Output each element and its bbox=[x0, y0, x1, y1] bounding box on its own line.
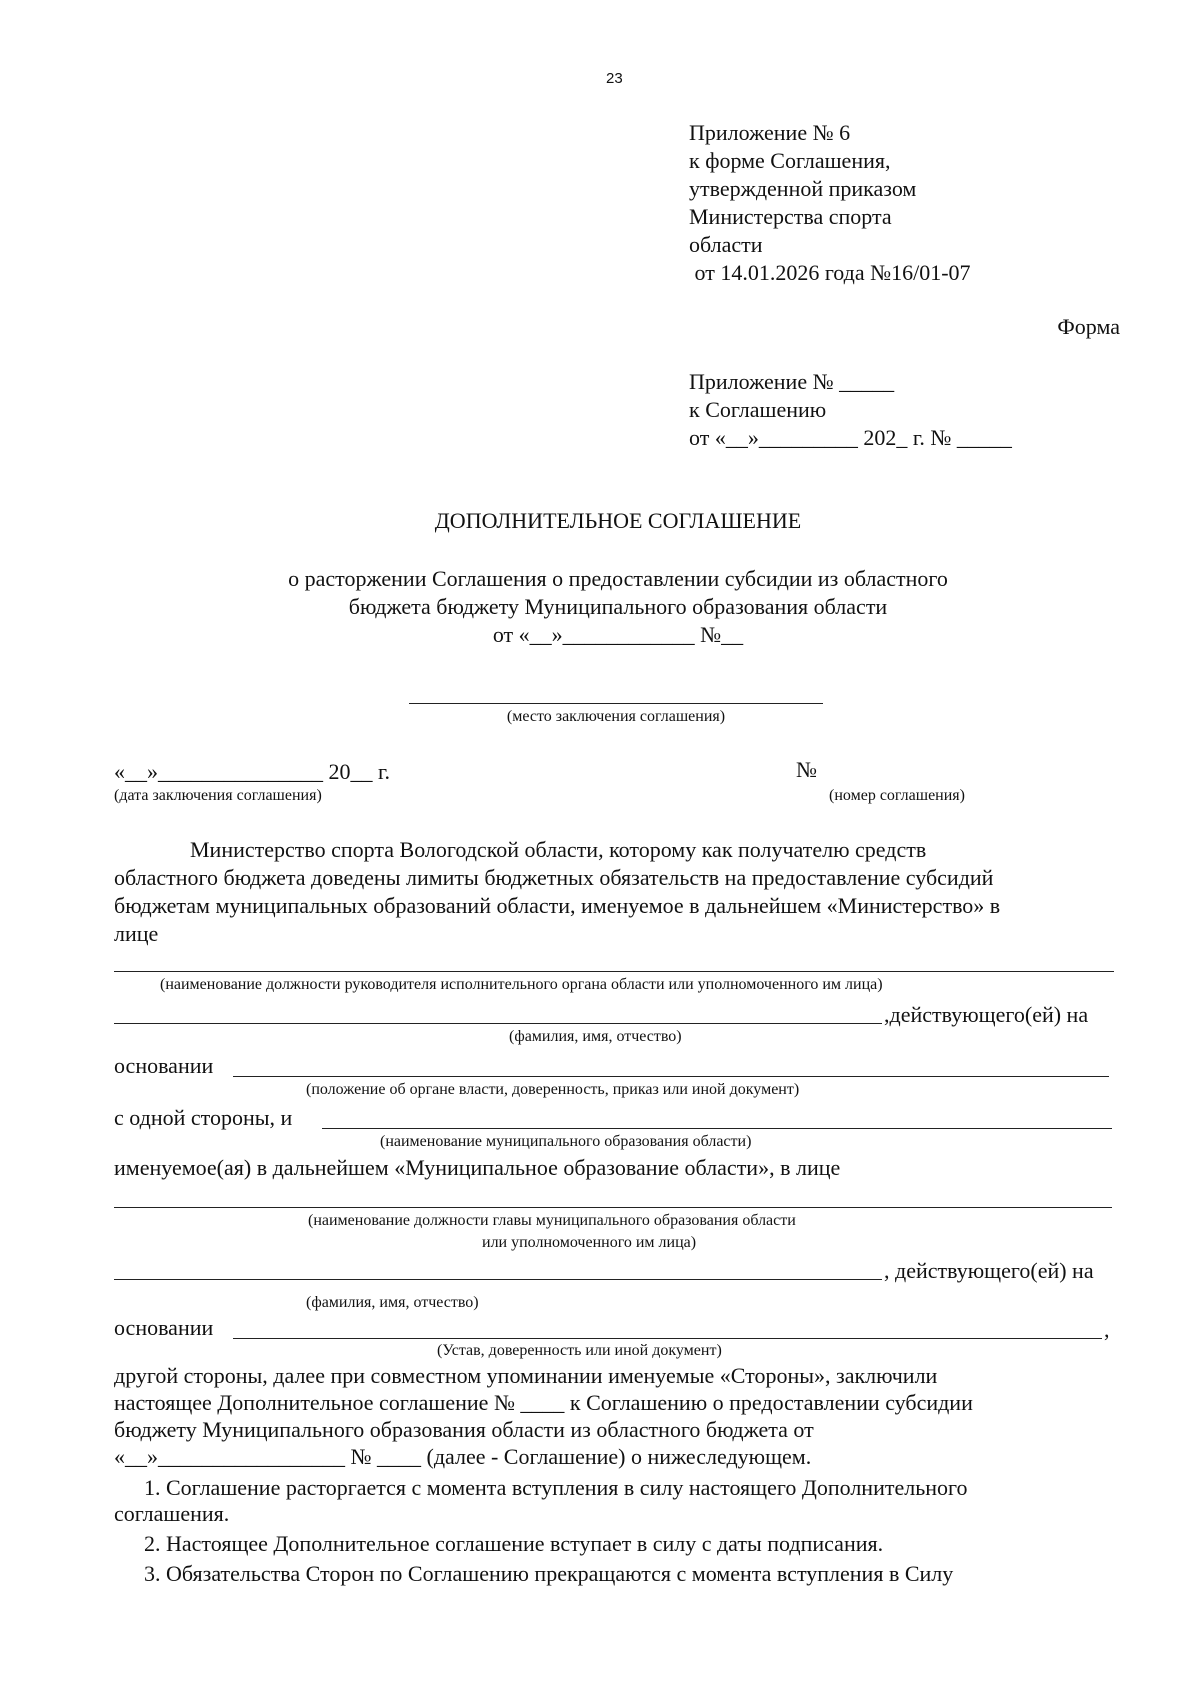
fio-caption: (фамилия, имя, отчество) bbox=[509, 1028, 682, 1045]
appendix-header bbox=[689, 119, 971, 287]
head-mo-caption-line: или уполномоченного им лица) bbox=[482, 1234, 697, 1251]
agreement-appendix bbox=[689, 368, 1012, 452]
basis-comma: , bbox=[1104, 1317, 1110, 1342]
list-item: 1. Соглашение расторгается с момента вступления в силу настоящего Дополнительного bbox=[144, 1475, 968, 1500]
appendix-header-line: утвержденной приказом bbox=[689, 176, 917, 201]
place-fill-line bbox=[409, 703, 823, 704]
subtitle-line: о расторжении Соглашения о предоставлении субсидии из областного bbox=[288, 566, 948, 591]
acting-text: ,действующего(ей) на bbox=[884, 1002, 1089, 1027]
list-item: соглашения. bbox=[114, 1501, 230, 1526]
body-line: настоящее Дополнительное соглашение № ____ к Соглашению о предоставлении субсидии bbox=[114, 1390, 973, 1415]
list-item: 2. Настоящее Дополнительное соглашение вступает в силу с даты подписания. bbox=[144, 1531, 884, 1556]
fio-fill-line bbox=[114, 1023, 882, 1024]
intro-line: лице bbox=[114, 921, 159, 946]
intro-line: Министерство спорта Вологодской области, которому как получателю средств bbox=[190, 837, 927, 862]
date-line: «__»_______________ 20__ г. bbox=[114, 759, 391, 784]
appendix-header-line: к форме Соглашения, bbox=[689, 148, 891, 173]
intro-line: бюджетам муниципальных образований области, именуемое в дальнейшем «Министерство» в bbox=[114, 893, 1001, 918]
document-title: ДОПОЛНИТЕЛЬНОЕ СОГЛАШЕНИЕ bbox=[434, 508, 802, 533]
municipality-caption: (наименование муниципального образования области) bbox=[380, 1133, 752, 1150]
agreement-appendix-line: Приложение № _____ bbox=[689, 369, 895, 394]
head-mo-caption-line: (наименование должности главы муниципального образования области bbox=[308, 1212, 796, 1229]
place-caption: (место заключения соглашения) bbox=[506, 708, 726, 725]
body-line: другой стороны, далее при совместном упоминании именуемые «Стороны», заключили bbox=[114, 1363, 938, 1388]
number-caption: (номер соглашения) bbox=[829, 787, 965, 804]
appendix-header-line: Приложение № 6 bbox=[689, 120, 851, 145]
date-caption: (дата заключения соглашения) bbox=[114, 787, 322, 804]
fio-fill-line-2 bbox=[114, 1279, 882, 1280]
document-subtitle bbox=[0, 565, 1200, 649]
list-item: 3. Обязательства Сторон по Соглашению прекращаются с момента вступления в Силу bbox=[144, 1561, 954, 1586]
basis-fill-line-2 bbox=[233, 1338, 1102, 1339]
agreement-appendix-line: от «__»_________ 202_ г. № _____ bbox=[689, 425, 1012, 450]
intro-line: областного бюджета доведены лимиты бюджетных обязательств на предоставление субсидий bbox=[114, 865, 994, 890]
page-number: 23 bbox=[606, 70, 623, 87]
number-sign: № bbox=[796, 757, 817, 782]
basis-caption: (положение об органе власти, доверенность, приказ или иной документ) bbox=[306, 1081, 800, 1098]
one-side-label: с одной стороны, и bbox=[114, 1105, 293, 1130]
fio-caption-2: (фамилия, имя, отчество) bbox=[306, 1294, 479, 1311]
basis-label: основании bbox=[114, 1053, 214, 1078]
basis-fill-line bbox=[233, 1076, 1109, 1077]
head-position-caption: (наименование должности руководителя исполнительного органа области или уполномоченного им лица) bbox=[160, 976, 883, 993]
appendix-header-line: от 14.01.2026 года №16/01-07 bbox=[689, 260, 971, 285]
body-line: бюджету Муниципального образования области из областного бюджета от bbox=[114, 1417, 814, 1442]
head-position-fill-line bbox=[114, 971, 1114, 972]
appendix-header-line: Министерства спорта bbox=[689, 204, 892, 229]
body-line: «__»_________________ № ____ (далее - Соглашение) о нижеследующем. bbox=[114, 1444, 812, 1469]
acting-text-2: , действующего(ей) на bbox=[884, 1258, 1094, 1283]
named-line: именуемое(ая) в дальнейшем «Муниципальное образование области», в лице bbox=[114, 1155, 841, 1180]
municipality-fill-line bbox=[322, 1128, 1112, 1129]
head-mo-fill-line bbox=[114, 1207, 1112, 1208]
form-label: Форма bbox=[1057, 314, 1120, 339]
appendix-header-line: области bbox=[689, 232, 763, 257]
subtitle-line: от «__»____________ №__ bbox=[492, 622, 744, 647]
agreement-appendix-line: к Соглашению bbox=[689, 397, 827, 422]
basis-caption-2: (Устав, доверенность или иной документ) bbox=[437, 1342, 722, 1359]
subtitle-line: бюджета бюджету Муниципального образования области bbox=[348, 594, 888, 619]
basis-label-2: основании bbox=[114, 1315, 214, 1340]
